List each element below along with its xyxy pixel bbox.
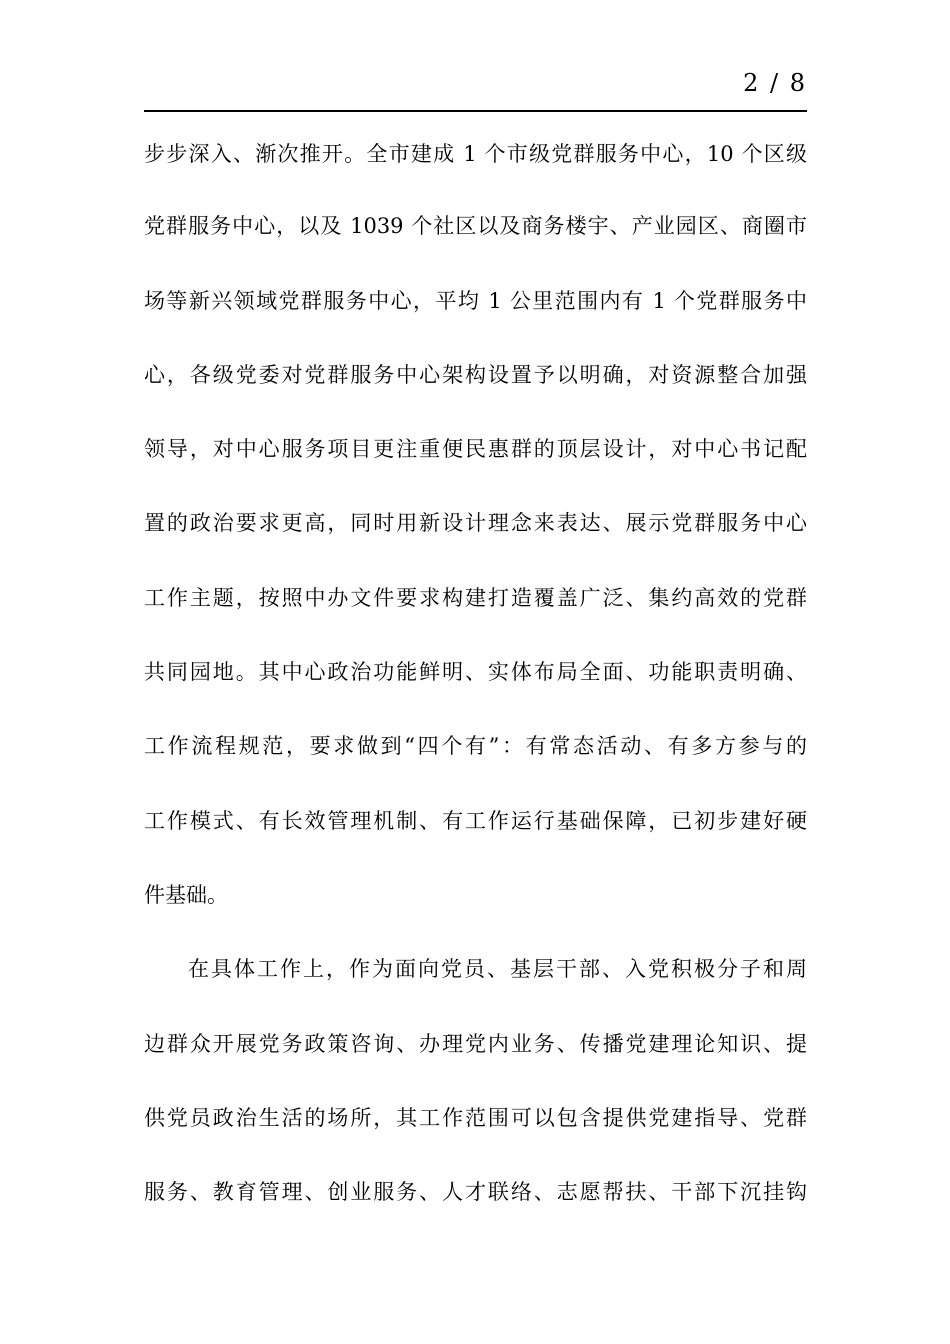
text-line: 在具体工作上，作为面向党员、基层干部、入党积极分子和周 <box>188 957 807 981</box>
text-line: 工作模式、有长效管理机制、有工作运行基础保障，已初步建好硬 <box>144 809 807 833</box>
text-line: 共同园地。其中心政治功能鲜明、实体布局全面、功能职责明确、 <box>144 660 807 684</box>
text-line: 心，各级党委对党群服务中心架构设置予以明确，对资源整合加强 <box>144 363 807 387</box>
text-line: 边群众开展党务政策咨询、办理党内业务、传播党建理论知识、提 <box>144 1032 807 1056</box>
text-line: 件基础。 <box>144 883 228 907</box>
text-line: 服务、教育管理、创业服务、人才联络、志愿帮扶、干部下沉挂钩 <box>144 1180 807 1204</box>
text-line: 工作主题，按照中办文件要求构建打造覆盖广泛、集约高效的党群 <box>144 586 807 610</box>
text-line: 党群服务中心，以及 1039 个社区以及商务楼宇、产业园区、商圈市 <box>144 214 807 238</box>
header-rule <box>144 110 807 112</box>
text-line: 领导，对中心服务项目更注重便民惠群的顶层设计，对中心书记配 <box>144 437 807 461</box>
page-number: 2 / 8 <box>743 69 807 97</box>
text-line: 工作流程规范，要求做到“四个有”：有常态活动、有多方参与的 <box>144 734 807 758</box>
text-line: 置的政治要求更高，同时用新设计理念来表达、展示党群服务中心 <box>144 511 807 535</box>
text-line: 场等新兴领域党群服务中心，平均 1 公里范围内有 1 个党群服务中 <box>144 289 807 313</box>
text-line: 供党员政治生活的场所，其工作范围可以包含提供党建指导、党群 <box>144 1106 807 1130</box>
text-line: 步步深入、渐次推开。全市建成 1 个市级党群服务中心，10 个区级 <box>144 142 807 166</box>
